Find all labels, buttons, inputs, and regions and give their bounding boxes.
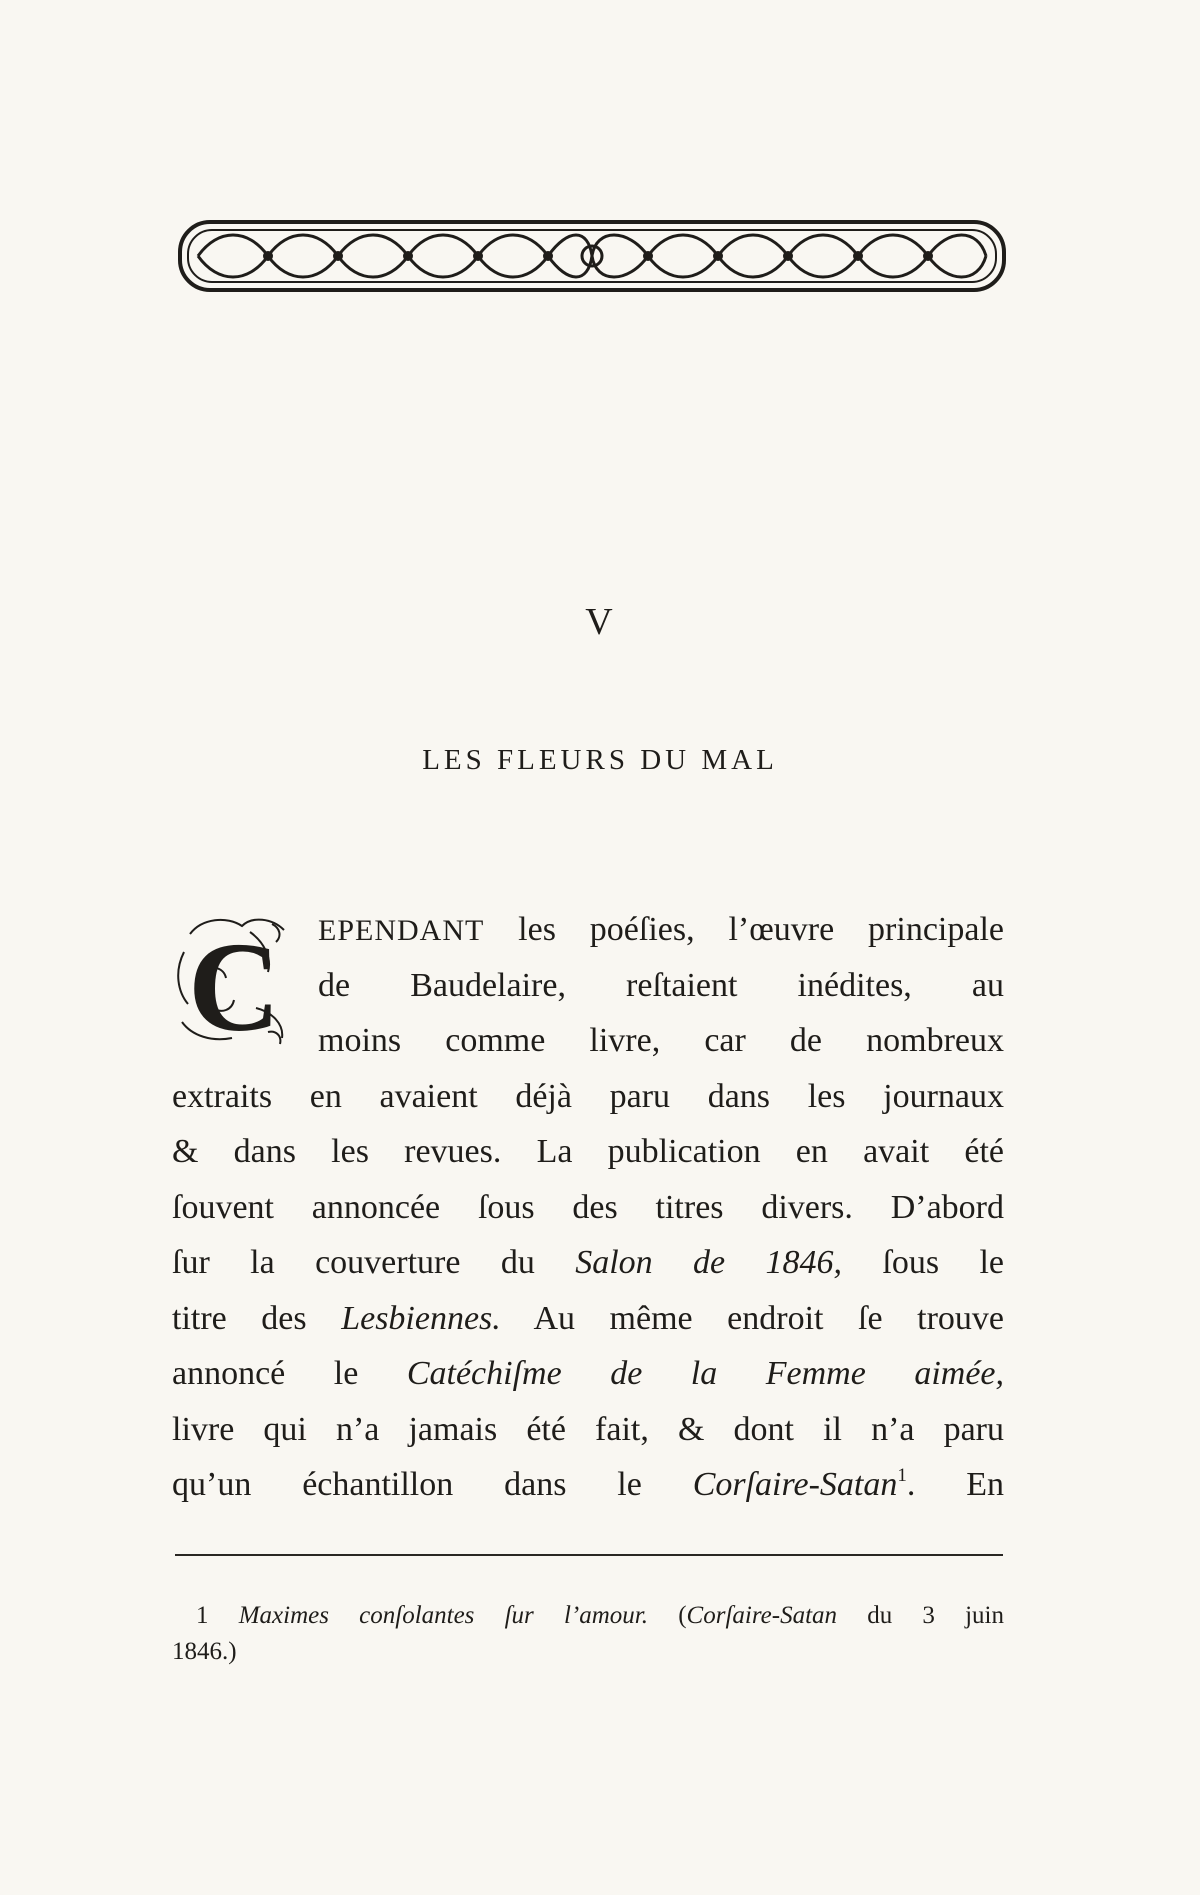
text-line: EPENDANT les poéſies, l’œuvre principale (318, 911, 1004, 948)
text-line: ſur la couverture du Salon de 1846, ſous le (172, 1244, 1004, 1281)
text-line: qu’un échantillon dans le Corſaire-Satan$^1$. En (172, 1465, 1004, 1503)
italic-title: Salon de 1846, (575, 1244, 843, 1281)
footnote-marker: 1 (196, 1602, 209, 1629)
text-line: & dans les revues. La publication en avait été (172, 1133, 1004, 1170)
italic-title: Catéchiſme de la Femme aimée, (406, 1355, 1005, 1392)
text-line: livre qui n’a jamais été fait, & dont il n’a paru (172, 1410, 1004, 1448)
text-line: extraits en avaient déjà paru dans les journaux (172, 1077, 1004, 1115)
footnote-rule (175, 1554, 1003, 1556)
text-line: moins comme livre, car de nombreux (318, 1022, 1004, 1059)
footnote (172, 1598, 1004, 1670)
chapter-title: LES FLEURS DU MAL (422, 744, 778, 776)
dropcap-letter: C (188, 916, 281, 1050)
text-line: annoncé le Catéchiſme de la Femme aimée, (172, 1355, 1005, 1392)
ornamental-headpiece (178, 218, 1006, 294)
text-line: de Baudelaire, reſtaient inédites, au (318, 966, 1004, 1004)
italic-title: Corſaire-Satan (692, 1466, 898, 1503)
body-text (172, 902, 1004, 1513)
footnote-line: 1 Maximes conſolantes ſur l’amour. (Corſaire-Satan du 3 juin (196, 1602, 1004, 1629)
text-line: titre des Lesbiennes. Au même endroit ſe trouve (172, 1299, 1004, 1337)
footnote-reference: 1 (897, 1465, 907, 1486)
text-line: ſouvent annoncée ſous des titres divers. D’abord (172, 1188, 1004, 1226)
chapter-numeral: V (585, 601, 615, 643)
footnote-line: 1846.) (172, 1638, 237, 1665)
italic-title: Lesbiennes. (341, 1299, 501, 1337)
